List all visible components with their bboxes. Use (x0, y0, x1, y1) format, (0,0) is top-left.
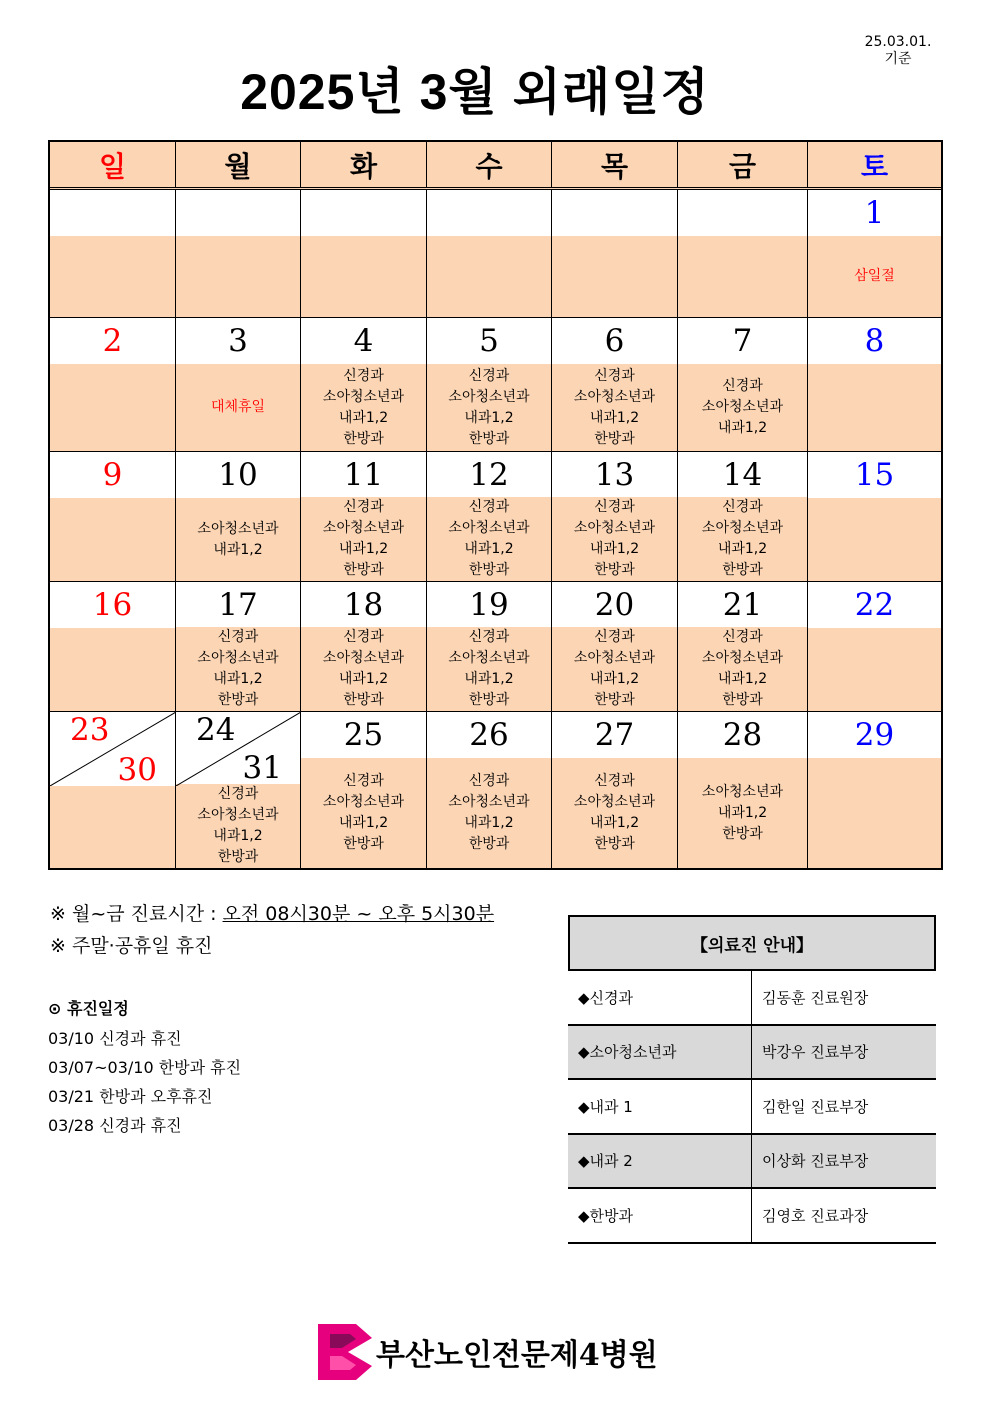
day-schedule (678, 497, 807, 581)
clinic-line: 신경과 (722, 378, 763, 394)
day-cell (678, 318, 808, 451)
clinic-line: 내과1,2 (213, 671, 263, 687)
clinic-line: 내과1,2 (589, 409, 640, 426)
clinic-line: 한방과 (343, 562, 384, 578)
day-cell (176, 582, 301, 711)
day-number: 19 (427, 582, 551, 627)
clinic-line: 내과1,2 (464, 671, 514, 687)
clinic-line: 소아청소년과 (322, 794, 405, 810)
day-schedule (427, 364, 551, 451)
holiday-label: 삼일절 (854, 268, 895, 284)
clinic-line: 한방과 (343, 430, 384, 447)
day-number (427, 190, 551, 236)
day-schedule (808, 628, 941, 711)
clinic-line: 한방과 (722, 562, 763, 578)
diagonal-divider (176, 712, 301, 786)
clinic-line: 신경과 (468, 499, 510, 515)
day-schedule (50, 628, 175, 711)
day-number: 5 (427, 318, 551, 364)
clinic-line: 한방과 (217, 849, 259, 865)
day-schedule (176, 627, 300, 711)
staff-row (568, 1026, 936, 1081)
clinic-line: 한방과 (343, 836, 384, 852)
staff-caption: 【의료진 안내】 (568, 915, 936, 971)
day-number: 29 (808, 712, 941, 758)
clinic-line: 한방과 (722, 692, 763, 708)
clinic-line: 신경과 (343, 367, 384, 384)
day-schedule (552, 236, 677, 317)
day-cell (50, 582, 176, 711)
clinic-line: 내과1,2 (464, 815, 514, 831)
clinic-line: 소아청소년과 (573, 520, 656, 536)
staff-table (568, 915, 936, 1244)
diagonal-divider (50, 712, 176, 786)
clinic-line: 소아청소년과 (573, 794, 656, 810)
clinic-line: 소아청소년과 (701, 399, 784, 415)
closure-item: 03/21 한방과 오후휴진 (48, 1087, 213, 1106)
clinic-line: 소아청소년과 (197, 650, 279, 666)
clinic-line: 한방과 (217, 692, 259, 708)
holiday-label: 대체휴일 (210, 399, 266, 415)
day-schedule (301, 236, 426, 317)
clinic-line: 소아청소년과 (701, 650, 784, 666)
day-number (678, 190, 807, 236)
closures-title-text: 휴진일정 (66, 999, 129, 1018)
clinic-line: 신경과 (594, 367, 635, 384)
day-schedule (552, 497, 677, 581)
day-number-split (50, 712, 175, 786)
day-cell (808, 582, 941, 711)
clinic-line: 신경과 (594, 773, 635, 789)
day-cell (678, 712, 808, 868)
clinic-line: 한방과 (343, 692, 384, 708)
clinic-line: 한방과 (594, 430, 635, 447)
day-cell (808, 712, 941, 868)
clinic-line: 신경과 (722, 629, 763, 645)
clinic-line: 내과1,2 (464, 409, 514, 426)
weekday-5: 금 (678, 142, 808, 187)
day-schedule (50, 364, 175, 451)
day-number: 6 (552, 318, 677, 364)
weekday-1: 월 (176, 142, 301, 187)
day-number: 9 (50, 452, 175, 498)
day-cell (301, 452, 427, 581)
clinic-line: 한방과 (594, 836, 635, 852)
day-schedule (427, 497, 551, 581)
day-number (552, 190, 677, 236)
calendar-week (50, 318, 941, 452)
notes (50, 898, 494, 962)
clinic-line: 내과1,2 (589, 541, 640, 557)
weekday-6: 토 (860, 149, 889, 183)
staff-dept: ◆신경과 (568, 971, 752, 1024)
day-schedule (808, 758, 941, 868)
day-cell (176, 190, 301, 317)
day-schedule (808, 364, 941, 451)
day-schedule (427, 627, 551, 711)
day-cell (808, 452, 941, 581)
calendar-week (50, 452, 941, 582)
staff-name: 김영호 진료과장 (762, 1206, 869, 1225)
day-schedule (50, 498, 175, 581)
hours-prefix: ※ 월~금 진료시간 : (50, 903, 223, 925)
day-schedule (301, 364, 426, 451)
hospital-logo-icon (316, 1322, 374, 1382)
clinic-line: 내과1,2 (717, 671, 768, 687)
day-number: 8 (808, 318, 941, 364)
day-cell (301, 190, 427, 317)
day-cell (427, 190, 552, 317)
day-number: 21 (678, 582, 807, 627)
day-schedule (678, 627, 807, 711)
calendar-weeks (50, 190, 941, 868)
weekday-header (50, 142, 941, 190)
calendar (48, 140, 943, 870)
clinic-line: 신경과 (343, 499, 384, 515)
calendar-week (50, 190, 941, 318)
day-cell (808, 318, 941, 451)
day-schedule (427, 758, 551, 868)
clinic-line: 내과1,2 (338, 671, 389, 687)
clinic-line: 한방과 (594, 562, 635, 578)
day-cell (808, 190, 941, 317)
hospital-footer (316, 1322, 658, 1382)
day-cell (552, 190, 678, 317)
clinic-line: 내과1,2 (589, 671, 640, 687)
closure-item: 03/28 신경과 휴진 (48, 1116, 182, 1135)
clinic-line: 내과1,2 (213, 541, 263, 558)
day-cell (50, 712, 176, 868)
clinic-line: 한방과 (468, 836, 510, 852)
day-cell (301, 582, 427, 711)
clinic-line: 신경과 (594, 499, 635, 515)
clinic-line: 소아청소년과 (448, 794, 530, 810)
basis-date-label: 기준 (884, 51, 912, 67)
clinic-line: 신경과 (217, 629, 259, 645)
calendar-week (50, 582, 941, 712)
clinic-line: 소아청소년과 (448, 520, 530, 536)
day-cell (552, 712, 678, 868)
clinic-line: 신경과 (468, 367, 510, 384)
day-schedule (50, 786, 175, 868)
clinic-line: 내과1,2 (717, 420, 768, 436)
closure-item: 03/10 신경과 휴진 (48, 1029, 182, 1048)
clinic-line: 내과1,2 (213, 828, 263, 844)
hospital-name: 부산노인전문제4병원 (376, 1338, 658, 1373)
clinic-line: 소아청소년과 (448, 650, 530, 666)
day-schedule (678, 236, 807, 317)
day-cell (176, 712, 301, 868)
day-schedule (552, 364, 677, 451)
day-schedule (301, 497, 426, 581)
day-number: 20 (552, 582, 677, 627)
day-cell (678, 582, 808, 711)
clinic-line: 한방과 (468, 562, 510, 578)
clinic-line: 내과1,2 (589, 815, 640, 831)
day-number: 2 (50, 318, 175, 364)
day-cell (301, 318, 427, 451)
clinic-line: 한방과 (594, 692, 635, 708)
clinic-line: 내과1,2 (338, 409, 389, 426)
day-cell (678, 452, 808, 581)
weekday-2: 화 (301, 142, 427, 187)
staff-row (568, 1080, 936, 1135)
page-title: 2025년 3월 외래일정 (240, 64, 710, 120)
clinic-line: 소아청소년과 (573, 388, 656, 405)
day-cell (50, 318, 176, 451)
clinic-line: 내과1,2 (338, 815, 389, 831)
day-schedule (678, 758, 807, 868)
day-schedule (552, 758, 677, 868)
hours-note (50, 898, 494, 930)
basis-date (848, 34, 948, 68)
clinic-line: 신경과 (468, 773, 510, 789)
staff-dept: ◆내과 2 (568, 1135, 752, 1188)
staff-dept: ◆한방과 (568, 1189, 752, 1242)
day-number-second: 31 (242, 750, 282, 786)
day-cell (552, 582, 678, 711)
day-schedule (50, 236, 175, 317)
day-number: 27 (552, 712, 677, 758)
calendar-week (50, 712, 941, 868)
day-cell (427, 452, 552, 581)
day-number: 18 (301, 582, 426, 627)
clinic-line: 소아청소년과 (322, 388, 405, 405)
clinic-line: 내과1,2 (717, 804, 768, 821)
day-number (50, 190, 175, 236)
weekday-0: 일 (50, 142, 176, 187)
staff-dept: ◆소아청소년과 (568, 1026, 752, 1079)
closures-title (48, 996, 129, 1019)
clinic-line: 내과1,2 (338, 541, 389, 557)
day-number: 13 (552, 452, 677, 497)
day-cell (176, 452, 301, 581)
staff-dept: ◆내과 1 (568, 1080, 752, 1133)
staff-row (568, 1189, 936, 1244)
clinic-line: 한방과 (468, 692, 510, 708)
day-schedule (678, 364, 807, 451)
day-number: 22 (808, 582, 941, 628)
clinic-line: 신경과 (217, 786, 259, 802)
day-schedule (176, 236, 300, 317)
day-number: 28 (678, 712, 807, 758)
clinic-line: 소아청소년과 (701, 520, 784, 536)
day-number: 16 (50, 582, 175, 628)
clinic-line: 소아청소년과 (197, 520, 279, 537)
day-cell (50, 452, 176, 581)
clinic-line: 신경과 (343, 629, 384, 645)
clinic-line: 소아청소년과 (573, 650, 656, 666)
staff-row (568, 1135, 936, 1190)
clinic-line: 소아청소년과 (322, 520, 405, 536)
day-cell (50, 190, 176, 317)
day-number: 7 (678, 318, 807, 364)
day-cell (552, 452, 678, 581)
day-number-second: 30 (117, 752, 157, 788)
day-schedule (176, 784, 300, 868)
clinic-line: 소아청소년과 (322, 650, 405, 666)
day-number: 10 (176, 452, 300, 498)
staff-rows (568, 971, 936, 1244)
staff-name: 김동훈 진료원장 (762, 988, 869, 1007)
day-schedule (552, 627, 677, 711)
day-number: 14 (678, 452, 807, 497)
day-number (301, 190, 426, 236)
day-number (176, 190, 300, 236)
day-cell (427, 712, 552, 868)
clinic-line: 내과1,2 (464, 541, 514, 557)
weekday-3: 수 (427, 142, 552, 187)
weekday-4: 목 (552, 142, 678, 187)
day-schedule (301, 627, 426, 711)
hours-value: 오전 08시30분 ~ 오후 5시30분 (222, 903, 495, 925)
clinic-line: 신경과 (594, 629, 635, 645)
day-schedule (176, 364, 300, 451)
day-number: 11 (301, 452, 426, 497)
day-cell (427, 318, 552, 451)
day-number: 24 (196, 712, 236, 748)
clinic-line: 한방과 (468, 430, 510, 447)
clinic-line: 소아청소년과 (197, 807, 279, 823)
day-cell (678, 190, 808, 317)
weekend-note: ※ 주말·공휴일 휴진 (50, 935, 213, 957)
day-schedule (176, 498, 300, 581)
clinic-line: 신경과 (722, 499, 763, 515)
day-schedule (427, 236, 551, 317)
closures-list (48, 1024, 241, 1140)
day-schedule (808, 498, 941, 581)
clinic-line: 신경과 (343, 773, 384, 789)
clinic-line: 내과1,2 (717, 541, 768, 557)
day-number: 4 (301, 318, 426, 364)
day-number: 12 (427, 452, 551, 497)
closure-item: 03/07~03/10 한방과 휴진 (48, 1058, 242, 1077)
day-number: 1 (808, 190, 941, 236)
staff-row (568, 971, 936, 1026)
day-schedule (301, 758, 426, 868)
day-cell (427, 582, 552, 711)
day-number: 15 (808, 452, 941, 498)
day-cell (176, 318, 301, 451)
day-cell (552, 318, 678, 451)
day-number: 26 (427, 712, 551, 758)
clinic-line: 소아청소년과 (448, 388, 530, 405)
staff-name: 김한일 진료부장 (762, 1097, 869, 1116)
day-number: 17 (176, 582, 300, 627)
day-schedule (808, 236, 941, 317)
clinic-line: 소아청소년과 (701, 783, 784, 800)
clinic-line: 한방과 (722, 825, 763, 842)
day-number: 25 (301, 712, 426, 758)
day-number: 23 (70, 712, 110, 748)
day-cell (301, 712, 427, 868)
clinic-line: 신경과 (468, 629, 510, 645)
staff-name: 이상화 진료부장 (762, 1152, 869, 1171)
staff-name: 박강우 진료부장 (762, 1043, 869, 1062)
day-number-split (176, 712, 300, 784)
basis-date-value: 25.03.01. (864, 34, 932, 50)
bullet-circle-icon: ⊙ (48, 999, 67, 1018)
day-number: 3 (176, 318, 300, 364)
